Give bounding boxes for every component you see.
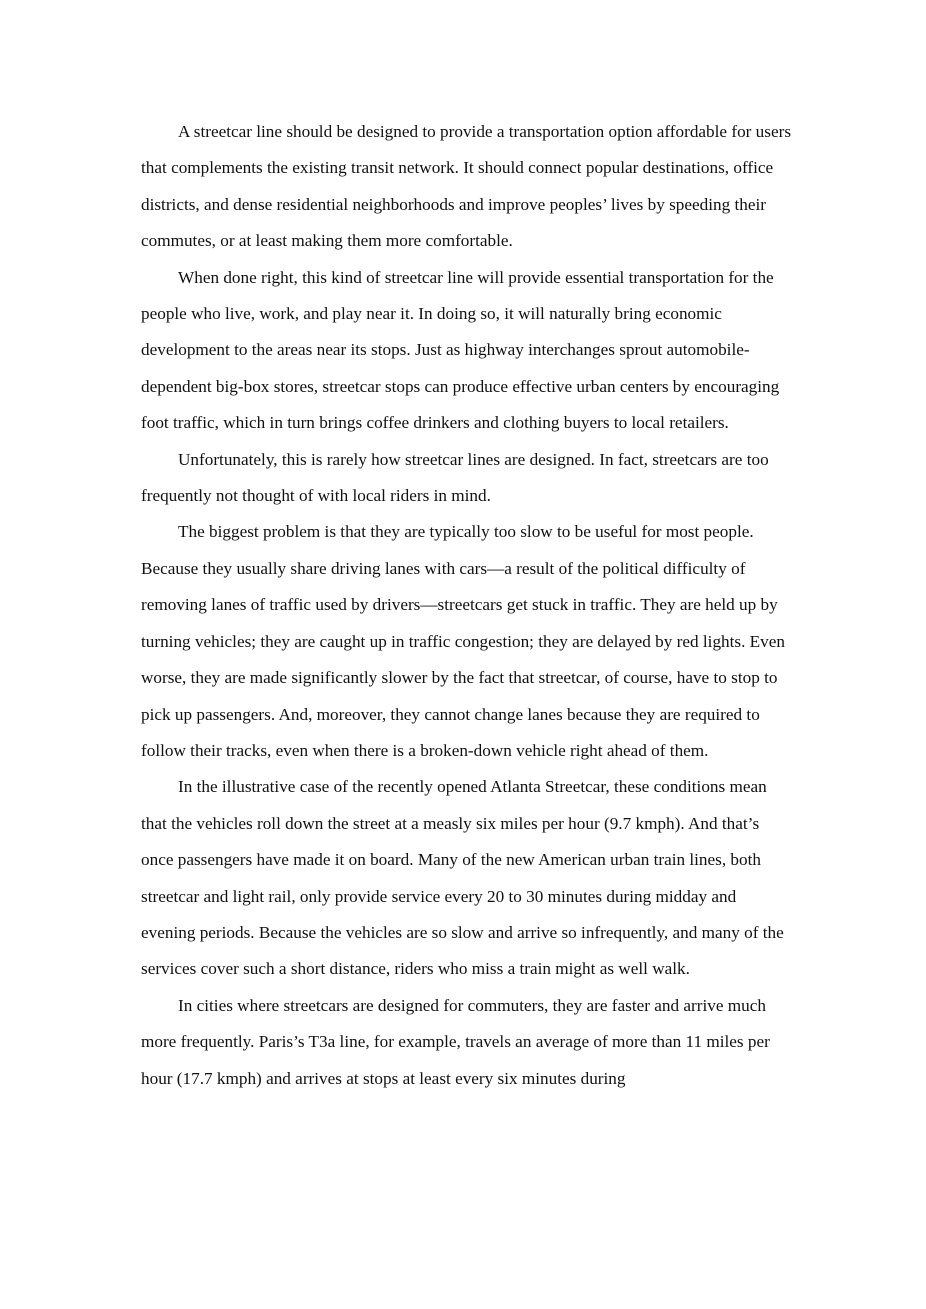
paragraph-6: In cities where streetcars are designed for commuters, they are faster and arrive much more frequently. Paris’s T3a line, for example, travels an average of more than 11 miles per hour (17.7 kmph) and arrives at stops at least every six minutes during bbox=[141, 995, 770, 1088]
paragraph-3: Unfortunately, this is rarely how streetcar lines are designed. In fact, streetcars are too frequently not thought of with local riders in mind. bbox=[141, 449, 769, 506]
paragraph-5: In the illustrative case of the recently opened Atlanta Streetcar, these conditions mean that the vehicles roll down the street at a measly six miles per hour (9.7 kmph). And that’s once passengers have made it on board. Many of the new American urban train lines, both streetcar and light rail, only provide service every 20 to 30 minutes during midday and evening periods. Because the vehicles are so slow and arrive so infrequently, and many of the services cover such a short distance, riders who miss a train might as well walk. bbox=[141, 777, 784, 979]
paragraph-1: A streetcar line should be designed to provide a transportation option affordable for users that complements the existing transit network. It should connect popular destinations, office districts, and dense residential neighborhoods and improve peoples’ lives by speeding their commutes, or at least making them more comfortable. bbox=[141, 122, 792, 251]
paragraph-4: The biggest problem is that they are typically too slow to be useful for most people. Because they usually share driving lanes with cars—a result of the political difficulty of removing lanes of traffic used by drivers—streetcars get stuck in traffic. They are held up by turning vehicles; they are caught up in traffic congestion; they are delayed by red lights. Even worse, they are made significantly slower by the fact that streetcar, of course, have to stop to pick up passengers. And, moreover, they cannot change lanes because they are required to follow their tracks, even when there is a broken-down vehicle right ahead of them. bbox=[141, 522, 786, 760]
document-body bbox=[141, 114, 791, 1097]
paragraph-2: When done right, this kind of streetcar line will provide essential transportation for the people who live, work, and play near it. In doing so, it will naturally bring economic development to the areas near its stops. Just as highway interchanges sprout automobile-dependent big-box stores, streetcar stops can produce effective urban centers by encouraging foot traffic, which in turn brings coffee drinkers and clothing buyers to local retailers. bbox=[141, 267, 780, 433]
